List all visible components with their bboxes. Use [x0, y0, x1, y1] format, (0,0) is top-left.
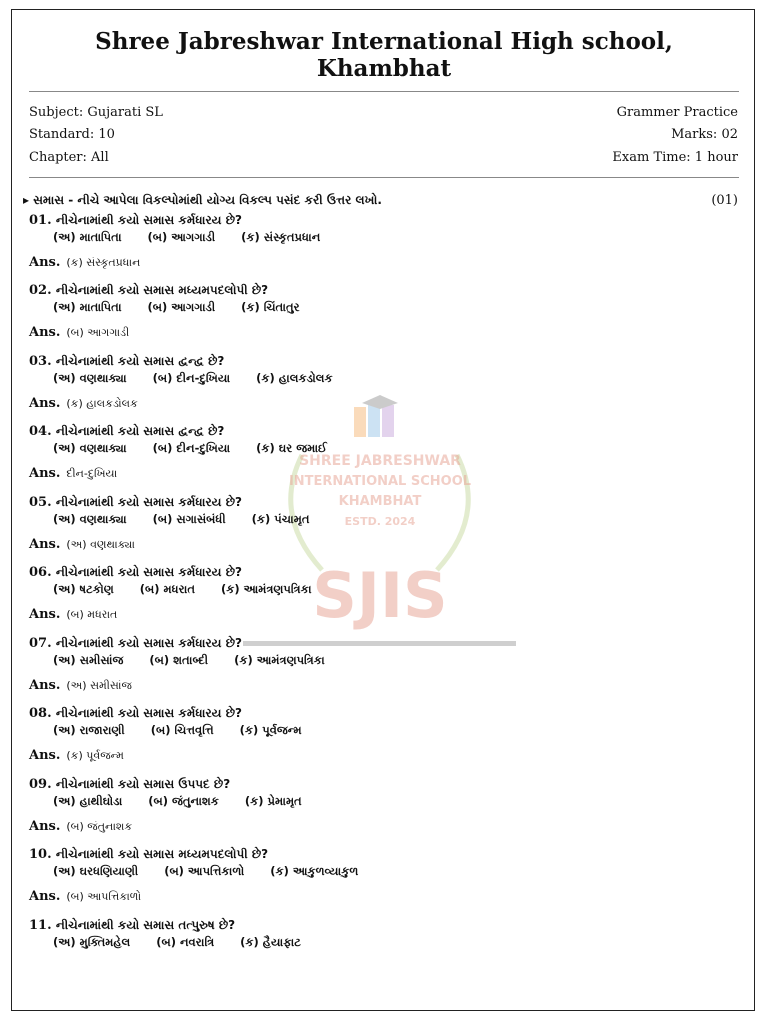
option-row — [29, 511, 729, 527]
option-1: (બ) મધરાત — [139, 582, 195, 596]
option-row — [29, 299, 729, 315]
answer-line — [29, 396, 729, 412]
option-1: (બ) ચિત્તવૃત્તિ — [150, 723, 214, 737]
worksheet-page — [11, 9, 755, 1011]
option-row — [29, 229, 729, 245]
answer-line — [29, 819, 729, 835]
answer-label: Ans. — [29, 678, 61, 693]
option-1: (બ) જંતુનાશક — [148, 794, 219, 808]
subject-label: Subject: Gujarati SL — [29, 105, 163, 120]
option-1: (બ) નવરાત્રિ — [156, 935, 215, 949]
question-item — [29, 705, 729, 764]
option-2: (ક) પ્રેમામૃત — [244, 794, 302, 808]
answer-value: (બ) આગગાડી — [66, 326, 130, 339]
question-item — [29, 635, 729, 694]
option-row — [29, 370, 729, 386]
answer-value: દીન-દુખિયા — [66, 467, 118, 480]
watermark-line4: ESTD. 2024 — [344, 515, 416, 528]
option-row — [29, 934, 729, 950]
option-1: (બ) આપત્તિકાળો — [164, 864, 245, 878]
option-2: (ક) આકુળવ્યાકુળ — [270, 864, 359, 878]
question-line — [29, 705, 729, 722]
answer-line — [29, 889, 729, 905]
option-row — [29, 652, 729, 668]
answer-value: (બ) મધરાત — [66, 608, 118, 621]
question-text: નીચેનામાંથી કયો સમાસ મધ્યમપદલોપી છે? — [55, 847, 269, 861]
instruction-text: ▸ સમાસ - નીચે આપેલા વિકલ્પોમાંથી યોગ્ય વિકલ્પ પસંદ કરી ઉત્તર લખો. — [23, 193, 382, 207]
question-text: નીચેનામાંથી કયો સમાસ કર્મધારય છે? — [55, 495, 242, 509]
answer-line — [29, 255, 729, 271]
question-number: 07. — [29, 636, 52, 651]
option-0: (અ) માતાપિતા — [53, 230, 122, 244]
school-title-line1: Shree Jabreshwar International High school, — [95, 28, 673, 55]
question-number: 05. — [29, 495, 52, 510]
option-2: (ક) ઘર જમાઈ — [256, 441, 327, 455]
question-number: 04. — [29, 424, 52, 439]
answer-value: (બ) જંતુનાશક — [66, 820, 133, 833]
option-1: (બ) દીન-દુખિયા — [152, 371, 231, 385]
answer-label: Ans. — [29, 748, 61, 763]
question-number: 03. — [29, 354, 52, 369]
option-0: (અ) ઘરધણિયાણી — [53, 864, 139, 878]
watermark-line3: KHAMBHAT — [338, 494, 422, 509]
answer-value: (બ) આપત્તિકાળો — [66, 890, 142, 903]
answer-label: Ans. — [29, 537, 61, 552]
question-line — [29, 423, 729, 440]
header-divider — [29, 91, 739, 92]
question-text: નીચેનામાંથી કયો સમાસ કર્મધારય છે? — [55, 636, 242, 650]
question-text: નીચેનામાંથી કયો સમાસ કર્મધારય છે? — [55, 213, 242, 227]
option-2: (ક) આમંત્રણપત્રિકા — [234, 653, 325, 667]
option-1: (બ) સગાસંબંધી — [152, 512, 226, 526]
question-line — [29, 564, 729, 581]
question-line — [29, 917, 729, 934]
option-row — [29, 722, 729, 738]
question-item — [29, 494, 729, 553]
option-row — [29, 440, 729, 456]
option-0: (અ) વણથાક્યા — [53, 371, 127, 385]
option-0: (અ) સમીસાંજ — [53, 653, 124, 667]
question-text: નીચેનામાંથી કયો સમાસ મધ્યમપદલોપી છે? — [55, 283, 269, 297]
question-line — [29, 635, 729, 652]
question-item — [29, 282, 729, 341]
option-2: (ક) ચિંતાતુર — [241, 300, 300, 314]
exam-time-label: Exam Time: 1 hour — [612, 150, 738, 165]
question-line — [29, 353, 729, 370]
option-2: (ક) પૂર્વજન્મ — [239, 723, 302, 737]
answer-value: (અ) વણથાક્યા — [66, 538, 135, 551]
answer-label: Ans. — [29, 466, 61, 481]
watermark-line2: INTERNATIONAL SCHOOL — [288, 474, 472, 489]
standard-label: Standard: 10 — [29, 127, 115, 142]
question-line — [29, 846, 729, 863]
school-title-line2: Khambhat — [316, 55, 452, 82]
option-2: (ક) હાલકડોલક — [256, 371, 333, 385]
question-item — [29, 564, 729, 623]
option-0: (અ) હાથીઘોડા — [53, 794, 123, 808]
option-1: (બ) આગગાડી — [147, 230, 216, 244]
answer-label: Ans. — [29, 607, 61, 622]
question-item — [29, 353, 729, 412]
question-text: નીચેનામાંથી કયો સમાસ તત્પુરુષ છે? — [55, 918, 236, 932]
answer-value: (અ) સમીસાંજ — [66, 679, 132, 692]
question-number: 02. — [29, 283, 52, 298]
question-number: 11. — [29, 918, 52, 933]
question-text: નીચેનામાંથી કયો સમાસ ઉપપદ છે? — [55, 777, 231, 791]
practice-label: Grammer Practice — [616, 105, 738, 120]
question-number: 01. — [29, 213, 52, 228]
option-row — [29, 863, 729, 879]
answer-label: Ans. — [29, 325, 61, 340]
meta-divider — [29, 177, 739, 178]
question-number: 06. — [29, 565, 52, 580]
option-2: (ક) હૈયાફાટ — [240, 935, 301, 949]
option-0: (અ) વણથાક્યા — [53, 441, 127, 455]
answer-line — [29, 748, 729, 764]
question-item — [29, 212, 729, 271]
option-0: (અ) મુક્તિમહેલ — [53, 935, 131, 949]
question-number: 10. — [29, 847, 52, 862]
question-item — [29, 846, 729, 905]
option-2: (ક) સંસ્કૃતપ્રધાન — [241, 230, 321, 244]
question-number: 09. — [29, 777, 52, 792]
question-text: નીચેનામાંથી કયો સમાસ કર્મધારય છે? — [55, 706, 242, 720]
answer-line — [29, 678, 729, 694]
option-0: (અ) ષટકોણ — [53, 582, 114, 596]
answer-value: (ક) હાલકડોલક — [66, 397, 138, 410]
question-line — [29, 494, 729, 511]
section-instruction — [23, 193, 738, 208]
option-0: (અ) વણથાક્યા — [53, 512, 127, 526]
answer-line — [29, 537, 729, 553]
question-line — [29, 212, 729, 229]
answer-label: Ans. — [29, 819, 61, 834]
question-item — [29, 917, 729, 950]
question-line — [29, 282, 729, 299]
option-2: (ક) પંચામૃત — [251, 512, 310, 526]
question-line — [29, 776, 729, 793]
school-title — [12, 28, 756, 82]
answer-line — [29, 325, 729, 341]
option-0: (અ) માતાપિતા — [53, 300, 122, 314]
answer-line — [29, 466, 729, 482]
option-1: (બ) આગગાડી — [147, 300, 216, 314]
answer-value: (ક) સંસ્કૃતપ્રધાન — [66, 256, 141, 269]
option-row — [29, 793, 729, 809]
answer-label: Ans. — [29, 889, 61, 904]
answer-line — [29, 607, 729, 623]
answer-label: Ans. — [29, 396, 61, 411]
chapter-label: Chapter: All — [29, 150, 109, 165]
option-0: (અ) રાજારાણી — [53, 723, 125, 737]
question-text: નીચેનામાંથી કયો સમાસ કર્મધારય છે? — [55, 565, 242, 579]
marks-label: Marks: 02 — [671, 127, 738, 142]
question-item — [29, 423, 729, 482]
answer-value: (ક) પૂર્વજન્મ — [66, 749, 124, 762]
question-item — [29, 776, 729, 835]
answer-label: Ans. — [29, 255, 61, 270]
watermark-logo-text: SJIS — [312, 559, 448, 632]
question-number: 08. — [29, 706, 52, 721]
question-text: નીચેનામાંથી કયો સમાસ દ્વન્દ્વ છે? — [55, 354, 225, 368]
watermark-line1: SHREE JABRESHWAR — [299, 453, 461, 469]
option-1: (બ) દીન-દુખિયા — [152, 441, 231, 455]
question-text: નીચેનામાંથી કયો સમાસ દ્વન્દ્વ છે? — [55, 424, 225, 438]
option-2: (ક) આમંત્રણપત્રિકા — [220, 582, 312, 596]
section-marks: (01) — [711, 193, 738, 208]
option-row — [29, 581, 729, 597]
option-1: (બ) શતાબ્દી — [149, 653, 209, 667]
